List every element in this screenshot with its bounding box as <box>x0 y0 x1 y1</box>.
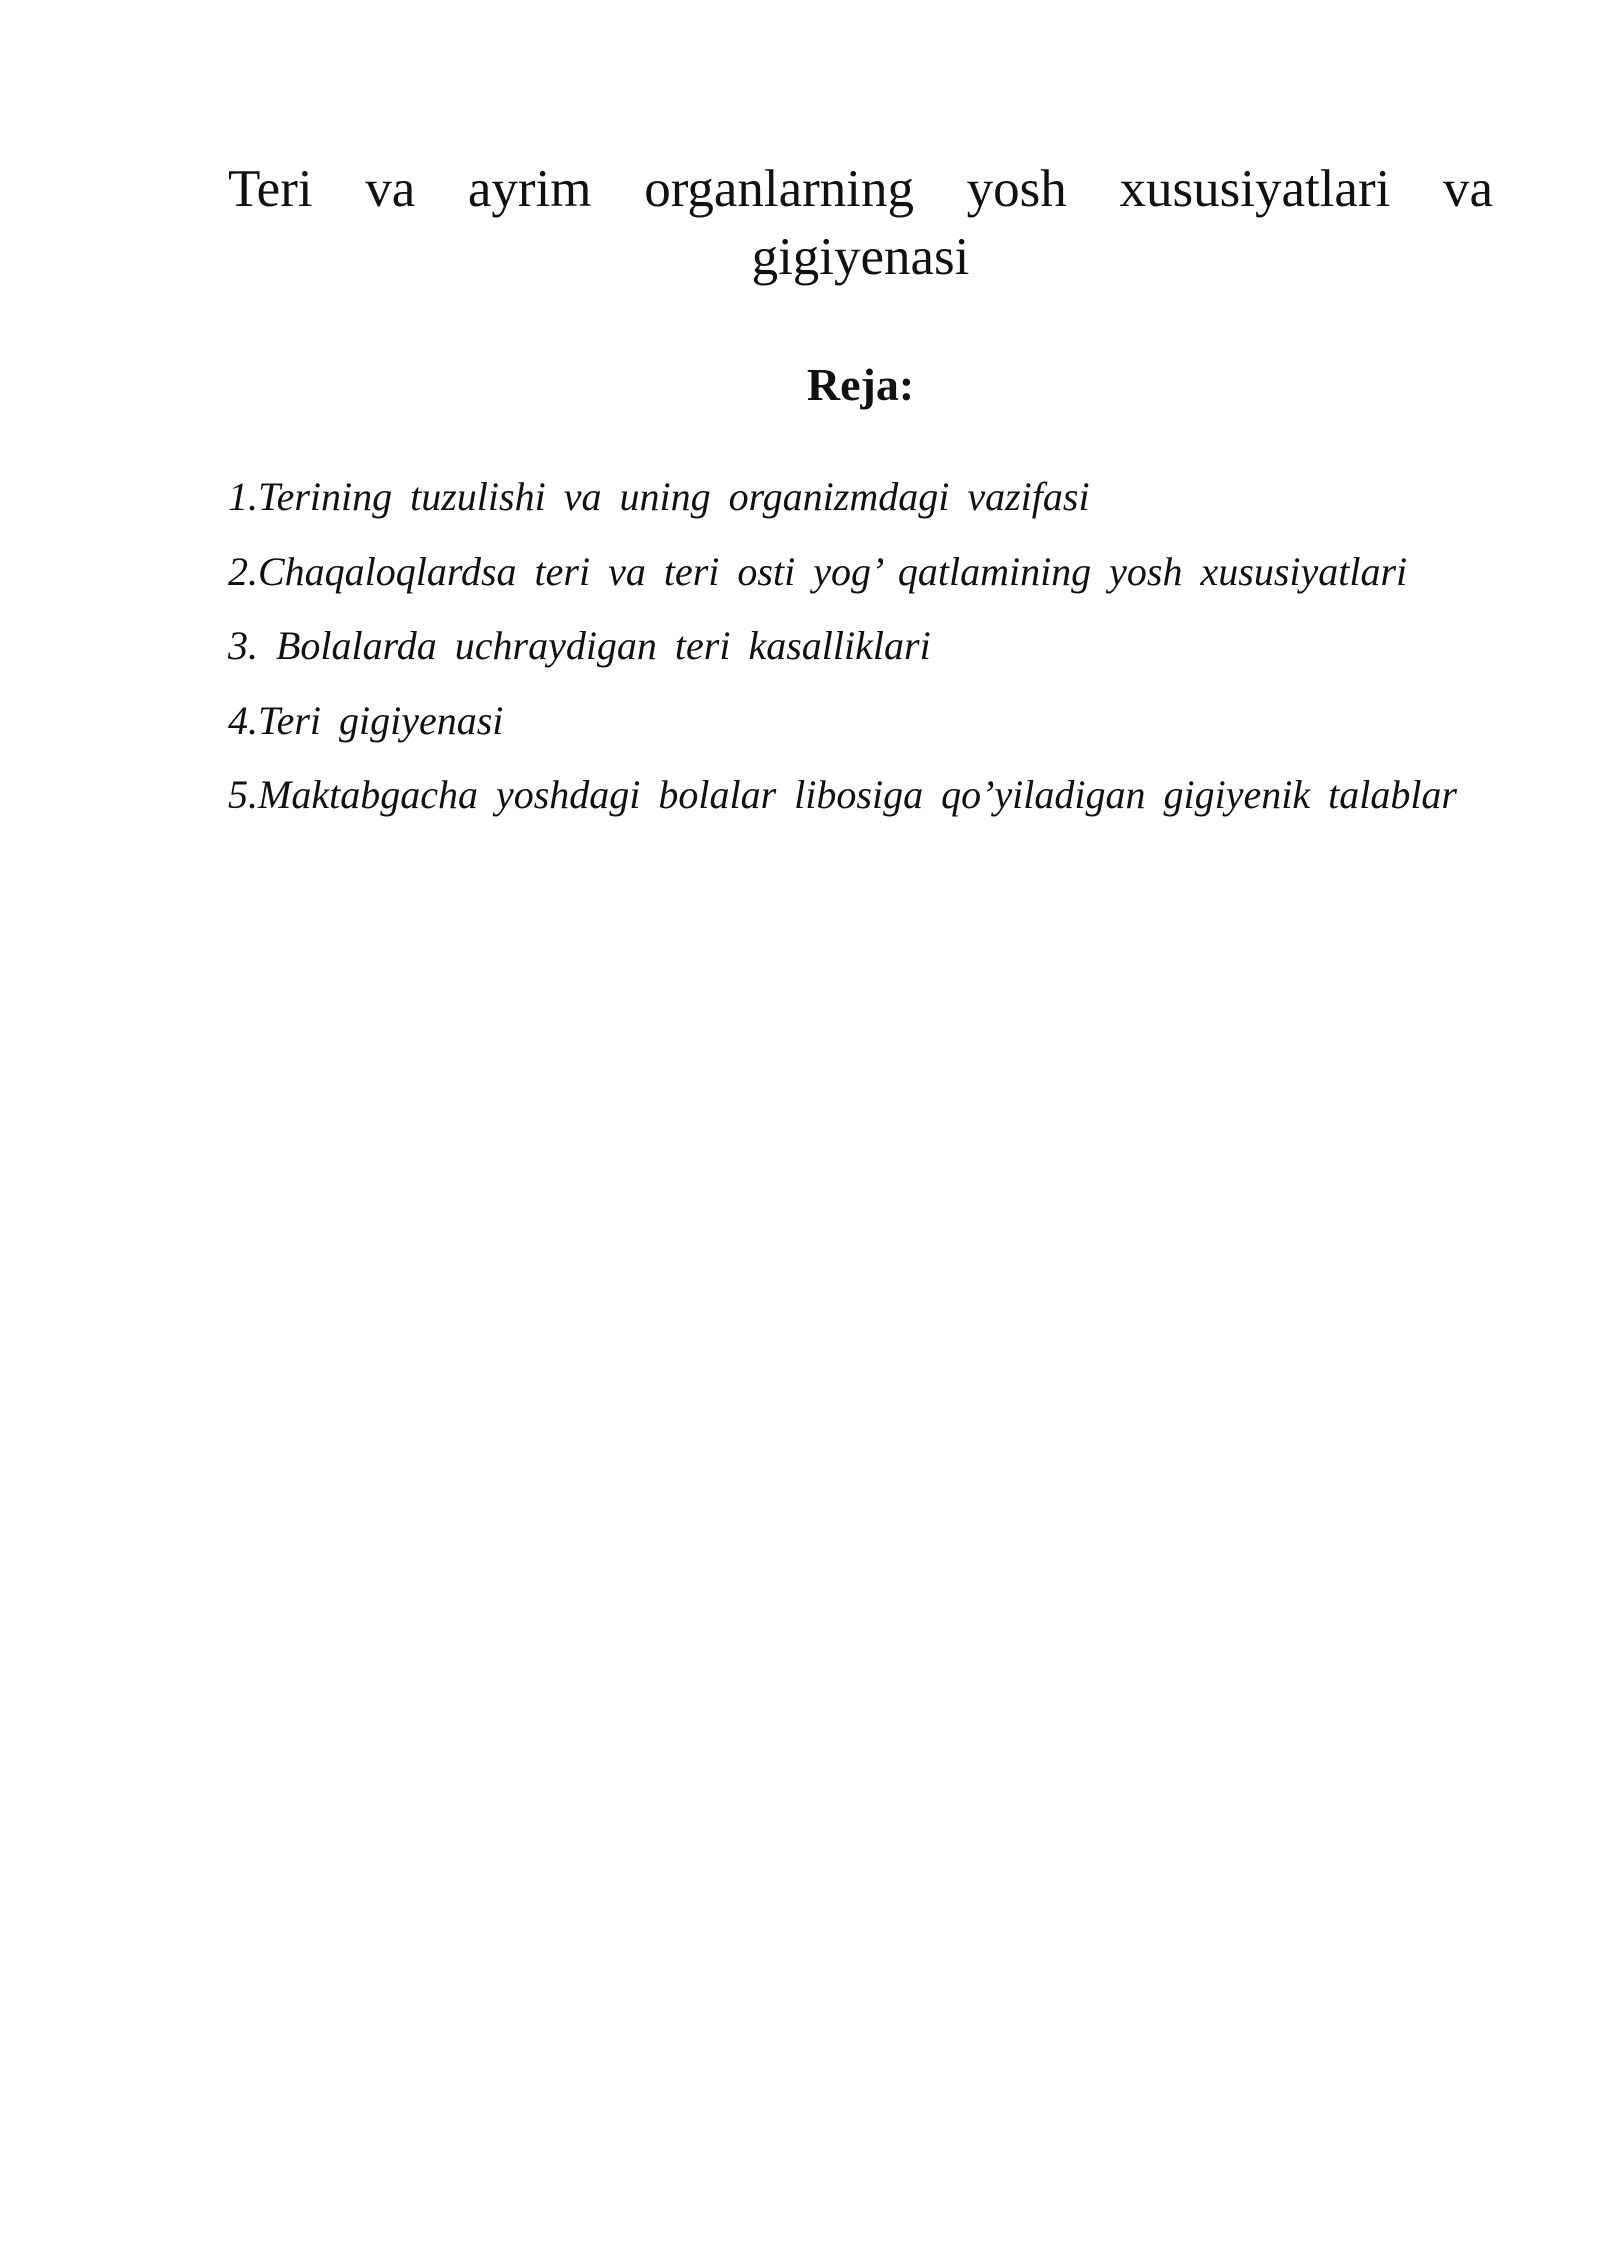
plan-item: 4.Teri gigiyenasi <box>228 697 504 743</box>
plan-item: 1.Terining tuzulishi va uning organizmdagi vazifasi <box>228 474 1090 519</box>
plan-heading: Reja: <box>806 359 915 410</box>
document-title: Teri va ayrim organlarning yosh xususiyatlari va gigiyenasi <box>228 160 1493 286</box>
plan-item: 5.Maktabgacha yoshdagi bolalar libosiga qo’yiladigan gigiyenik talablar <box>228 772 1457 817</box>
plan-item: 2.Chaqaloqlardsa teri va teri osti yog’ qatlamining yosh xususiyatlari <box>228 548 1408 594</box>
plan-item: 3. Bolalarda uchraydigan teri kasalliklari <box>228 623 931 668</box>
plan-list <box>228 460 1493 833</box>
